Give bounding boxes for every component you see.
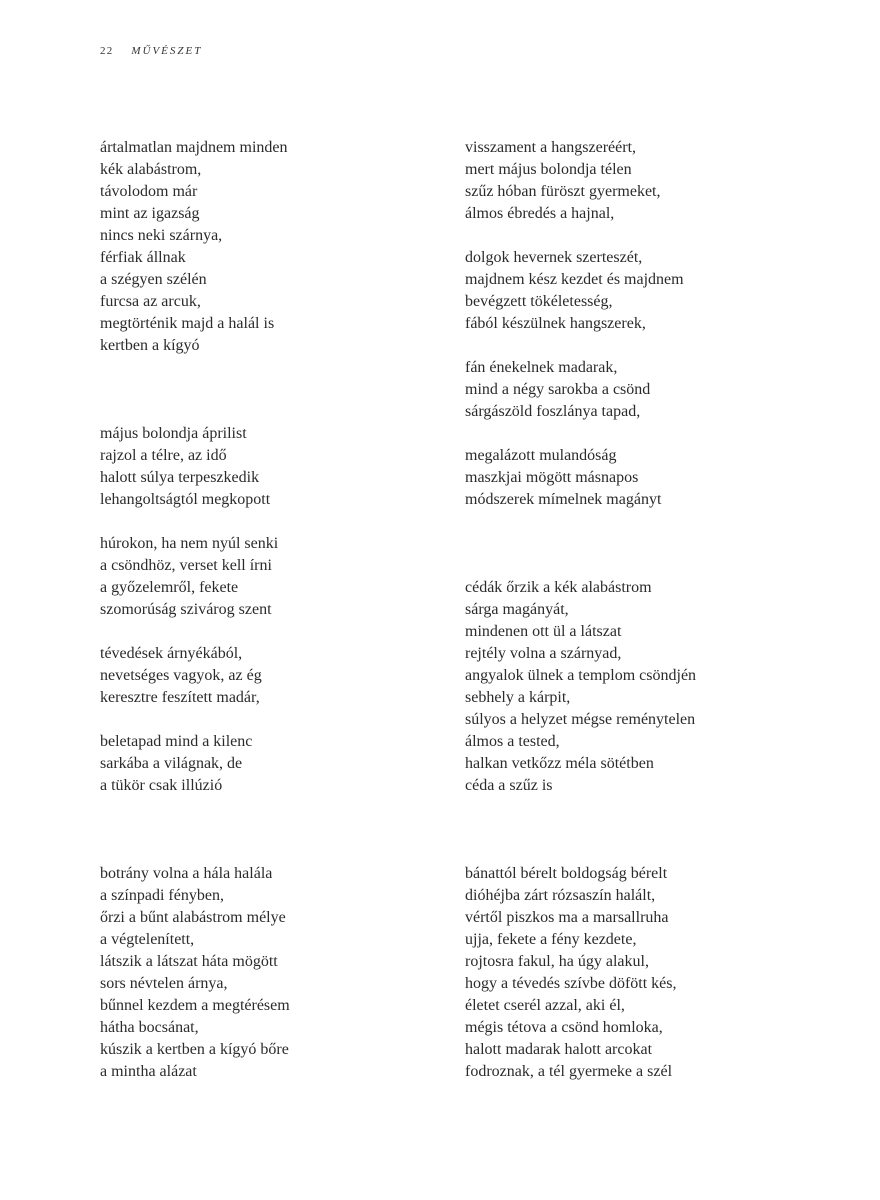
poem-line: mindenen ott ül a látszat xyxy=(465,623,622,640)
poem-line: halott súlya terpeszkedik xyxy=(100,469,260,486)
poem-line: húrokon, ha nem nyúl senki xyxy=(100,535,279,552)
poem-line: szűz hóban füröszt gyermeket, xyxy=(465,183,661,200)
poem-stanza-left-2 xyxy=(100,423,440,511)
poem-line: sors névtelen árnya, xyxy=(100,975,228,992)
poem-line: a szégyen szélén xyxy=(100,271,207,288)
poem-line: dolgok hevernek szerteszét, xyxy=(465,249,643,266)
poem-line: mint az igazság xyxy=(100,205,200,222)
poem-line: őrzi a bűnt alabástrom mélye xyxy=(100,909,286,926)
poem-stanza-right-3 xyxy=(465,357,805,423)
poem-stanza-left-4 xyxy=(100,643,440,709)
poem-line: a mintha alázat xyxy=(100,1063,197,1080)
page-number: 22 xyxy=(100,45,114,57)
poem-line: beletapad mind a kilenc xyxy=(100,733,253,750)
poem-line: ártalmatlan majdnem minden xyxy=(100,139,288,156)
poem-stanza-right-4 xyxy=(465,445,805,511)
poem-line: szomorúság szivárog szent xyxy=(100,601,272,618)
poem-line: sebhely a kárpit, xyxy=(465,689,571,706)
poem-line: a győzelemről, fekete xyxy=(100,579,239,596)
poem-line: módszerek mímelnek magányt xyxy=(465,491,662,508)
poem-stanza-right-5 xyxy=(465,577,805,797)
poem-line: vértől piszkos ma a marsallruha xyxy=(465,909,669,926)
poem-line: majdnem kész kezdet és majdnem xyxy=(465,271,684,288)
poem-line: fodroznak, a tél gyermeke a szél xyxy=(465,1063,673,1080)
poem-line: dióhéjba zárt rózsaszín halált, xyxy=(465,887,656,904)
poem-line: a tükör csak illúzió xyxy=(100,777,223,794)
poem-line: a csöndhöz, verset kell írni xyxy=(100,557,272,574)
poem-line: nevetséges vagyok, az ég xyxy=(100,667,262,684)
poem-line: rajzol a télre, az idő xyxy=(100,447,227,464)
poem-line: ujja, fekete a fény kezdete, xyxy=(465,931,637,948)
poem-line: férfiak állnak xyxy=(100,249,186,266)
poem-line: bevégzett tökéletesség, xyxy=(465,293,613,310)
poem-stanza-right-1 xyxy=(465,137,805,225)
poem-stanza-left-3 xyxy=(100,533,440,621)
poem-line: álmos ébredés a hajnal, xyxy=(465,205,615,222)
section-title: MŰVÉSZET xyxy=(131,45,203,57)
poem-line: mégis tétova a csönd homloka, xyxy=(465,1019,663,1036)
poem-line: álmos a tested, xyxy=(465,733,560,750)
poem-line: május bolondja áprilist xyxy=(100,425,247,442)
poem-line: kertben a kígyó xyxy=(100,337,200,354)
poem-line: kúszik a kertben a kígyó bőre xyxy=(100,1041,289,1058)
poem-line: sárgászöld foszlánya tapad, xyxy=(465,403,641,420)
poem-line: távolodom már xyxy=(100,183,198,200)
poem-line: megalázott mulandóság xyxy=(465,447,617,464)
poem-line: keresztre feszített madár, xyxy=(100,689,260,706)
poem-line: sárga magányát, xyxy=(465,601,569,618)
poem-line: tévedések árnyékából, xyxy=(100,645,243,662)
poem-line: visszament a hangszeréért, xyxy=(465,139,637,156)
poem-line: maszkjai mögött másnapos xyxy=(465,469,639,486)
poem-line: mind a négy sarokba a csönd xyxy=(465,381,651,398)
poem-stanza-right-6 xyxy=(465,863,805,1083)
poem-line: halott madarak halott arcokat xyxy=(465,1041,653,1058)
poem-line: furcsa az arcuk, xyxy=(100,293,201,310)
poem-line: fán énekelnek madarak, xyxy=(465,359,618,376)
poem-line: sarkába a világnak, de xyxy=(100,755,243,772)
poem-line: halkan vetkőzz méla sötétben xyxy=(465,755,654,772)
poem-line: nincs neki szárnya, xyxy=(100,227,223,244)
poem-line: rojtosra fakul, ha úgy alakul, xyxy=(465,953,649,970)
poem-stanza-left-6 xyxy=(100,863,440,1083)
poem-line: bánattól bérelt boldogság bérelt xyxy=(465,865,668,882)
poem-stanza-right-2 xyxy=(465,247,805,335)
poem-line: a végtelenített, xyxy=(100,931,195,948)
poem-line: lehangoltságtól megkopott xyxy=(100,491,271,508)
poem-line: életet cserél azzal, aki él, xyxy=(465,997,625,1014)
poem-line: cédák őrzik a kék alabástrom xyxy=(465,579,652,596)
poem-line: a színpadi fényben, xyxy=(100,887,224,904)
poem-line: mert május bolondja télen xyxy=(465,161,632,178)
poem-line: angyalok ülnek a templom csöndjén xyxy=(465,667,697,684)
poem-line: rejtély volna a szárnyad, xyxy=(465,645,622,662)
poem-line: céda a szűz is xyxy=(465,777,553,794)
running-head xyxy=(100,45,202,57)
poem-line: megtörténik majd a halál is xyxy=(100,315,275,332)
poem-line: hátha bocsánat, xyxy=(100,1019,199,1036)
poem-line: kék alabástrom, xyxy=(100,161,202,178)
poem-stanza-left-1 xyxy=(100,137,440,357)
poem-line: látszik a látszat háta mögött xyxy=(100,953,278,970)
poem-line: súlyos a helyzet mégse reménytelen xyxy=(465,711,696,728)
poem-line: botrány volna a hála halála xyxy=(100,865,273,882)
poem-line: fából készülnek hangszerek, xyxy=(465,315,646,332)
poem-line: bűnnel kezdem a megtérésem xyxy=(100,997,290,1014)
poem-line: hogy a tévedés szívbe döfött kés, xyxy=(465,975,677,992)
poem-stanza-left-5 xyxy=(100,731,440,797)
